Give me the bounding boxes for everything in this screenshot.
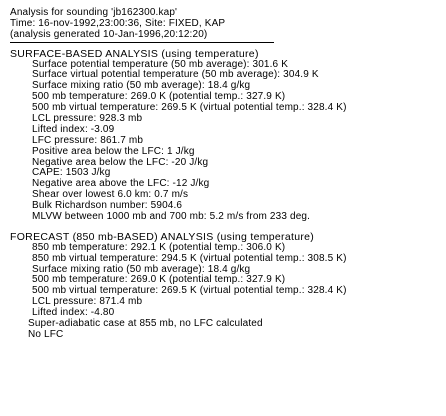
forecast-line: Lifted index: -4.80	[32, 307, 115, 319]
surface-line: LCL pressure: 928.3 mb	[32, 113, 143, 125]
forecast-section-title: FORECAST (850 mb-BASED) ANALYSIS (using temperature)	[10, 230, 315, 243]
header-title: Analysis for sounding 'jb162300.kap'	[10, 7, 178, 18]
surface-line: Negative area above the LFC: -12 J/kg	[32, 178, 210, 190]
surface-line: Positive area below the LFC: 1 J/kg	[32, 145, 195, 157]
surface-line: Surface mixing ratio (50 mb average): 18.4 g/kg	[32, 80, 251, 92]
surface-section-lines	[10, 60, 440, 223]
forecast-line: 500 mb temperature: 269.0 K (potential temp.: 327.9 K)	[32, 274, 286, 286]
surface-line: 500 mb virtual temperature: 269.5 K (virtual potential temp.: 328.4 K)	[32, 102, 347, 114]
surface-line: Shear over lowest 6.0 km: 0.7 m/s	[32, 189, 189, 201]
forecast-line: 850 mb virtual temperature: 294.5 K (virtual potential temp.: 308.5 K)	[32, 252, 347, 264]
header-time-site: Time: 16-nov-1992,23:00:36, Site: FIXED, KAP	[10, 17, 226, 29]
surface-line: Surface potential temperature (50 mb average): 301.6 K	[32, 58, 289, 70]
surface-line: Surface virtual potential temperature (50 mb average): 304.9 K	[32, 69, 319, 81]
surface-line: CAPE: 1503 J/kg	[32, 167, 111, 179]
surface-line: LFC pressure: 861.7 mb	[32, 134, 144, 146]
forecast-line: Surface mixing ratio (50 mb average): 18.4 g/kg	[32, 263, 251, 275]
forecast-note-line: Super-adiabatic case at 855 mb, no LFC calculated	[28, 318, 263, 330]
forecast-line: 850 mb temperature: 292.1 K (potential temp.: 306.0 K)	[32, 241, 286, 253]
forecast-section-lines	[10, 243, 440, 341]
surface-line: Lifted index: -3.09	[32, 123, 115, 135]
forecast-note-line: No LFC	[28, 328, 64, 340]
analysis-document	[10, 8, 440, 341]
header-generated: (analysis generated 10-Jan-1996,20:12:20)	[10, 28, 208, 40]
surface-line: 500 mb temperature: 269.0 K (potential temp.: 327.9 K)	[32, 91, 286, 103]
surface-line: Negative area below the LFC: -20 J/kg	[32, 156, 209, 168]
forecast-line: LCL pressure: 871.4 mb	[32, 296, 143, 308]
surface-line: Bulk Richardson number: 5904.6	[32, 200, 183, 212]
forecast-line: 500 mb virtual temperature: 269.5 K (virtual potential temp.: 328.4 K)	[32, 285, 347, 297]
surface-section-title: SURFACE-BASED ANALYSIS (using temperature)	[10, 47, 259, 60]
surface-line: MLVW between 1000 mb and 700 mb: 5.2 m/s from 233 deg.	[32, 211, 311, 223]
header-divider	[10, 42, 274, 43]
